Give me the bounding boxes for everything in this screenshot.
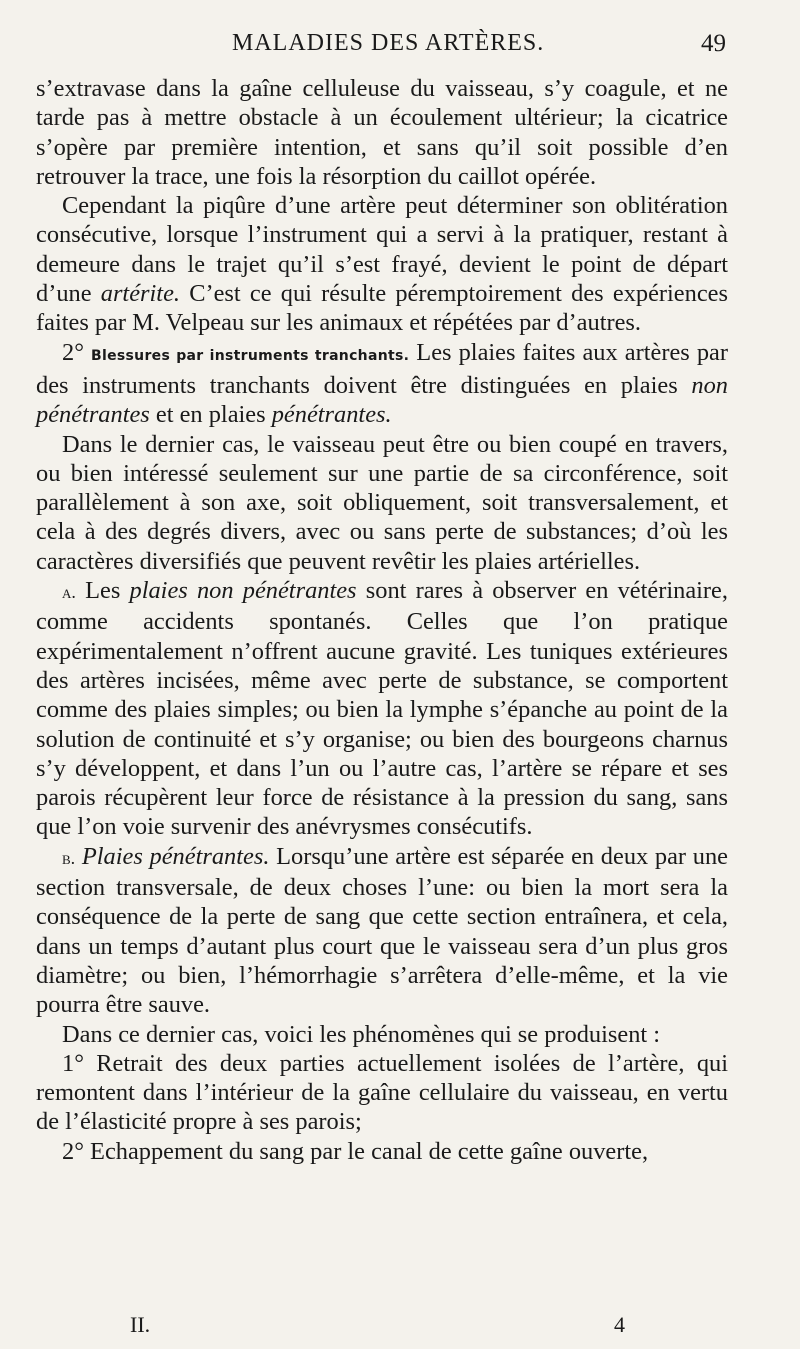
running-title: MALADIES DES ARTÈRES. <box>232 30 545 56</box>
subsection-paragraph <box>36 842 728 1020</box>
paragraph-text: 2° Echappement du sang par le canal de cette gaîne ouverte, <box>62 1137 649 1165</box>
paragraph-text: Les <box>85 577 121 605</box>
paragraph-text: Lorsqu’une artère est séparée en deux par une section transversale, de deux choses l’une: ou bien la mort sera la conséquence de la perte de sang que cette section entraînera, et cela, dans un temps d’autant plus court que le vaisseau sera d’un plus gros diamètre; ou bien, l’hémorrhagie s’arrêtera d’elle-même, et la vie pourra être sauve. <box>36 842 728 1019</box>
subsection-marker: b. <box>62 847 76 868</box>
running-header <box>0 30 800 66</box>
paragraph-text: Les plaies faites aux artères par des instruments tranchants doivent être distinguées en plaies <box>36 338 728 399</box>
paragraph-text: Dans ce dernier cas, voici les phénomènes qui se produisent : <box>62 1020 661 1048</box>
paragraph-text: sont rares à observer en vétérinaire, comme accidents spontanés. Celles que l’on pratique expérimentalement n’offrent aucune gravité. Les tuniques extérieures des artères incisées, même avec perte de substance, se comportent comme des plaies simples; ou bien la lymphe s’épanche au point de la solution de continuité et s’y organise; ou bien des bourgeons charnus s’y développent, et dans l’un ou l’autre cas, l’artère se répare et ses parois récupèrent leur force de résistance à la pression du sang, sans que l’on voie survenir des anévrysmes consécutifs. <box>36 577 728 841</box>
paragraph-text: et en plaies <box>155 401 266 429</box>
emphasis: plaies non pénétrantes <box>129 577 357 605</box>
paragraph <box>36 430 728 576</box>
page-footer <box>0 1312 800 1342</box>
paragraph <box>36 1020 728 1049</box>
section-paragraph <box>36 338 728 430</box>
paragraph-continuation <box>36 74 728 191</box>
body-text <box>36 74 728 1166</box>
section-number: 2° <box>62 338 84 366</box>
paragraph-text: Dans le dernier cas, le vaisseau peut être ou bien coupé en travers, ou bien intéressé seulement sur une partie de sa circonférence, soit parallèlement à son axe, soit obliquement, soit transversalement, et cela à des degrés divers, avec ou sans perte de substances; d’où les caractères diversifiés que peuvent revêtir les plaies artérielles. <box>36 430 728 575</box>
section-heading: Blessures par instruments tranchants. <box>91 347 410 364</box>
emphasis: non pénétrantes <box>36 371 728 429</box>
paragraph-text: s’extravase dans la gaîne celluleuse du vaisseau, s’y coagule, et ne tarde pas à mettre obstacle à un écoulement ultérieur; la cicatrice s’opère par première intention, et sans qu’il soit possible d’en retrouver la trace, une fois la résorption du caillot opérée. <box>36 75 728 190</box>
list-paragraph <box>36 1049 728 1137</box>
emphasis: pénétrantes. <box>271 401 392 429</box>
paragraph-text: Cependant la piqûre d’une artère peut déterminer son oblitération consécutive, lorsque l’instrument qui a servi à la pratiquer, restant à demeure dans le trajet qu’il s’est frayé, devient le point de départ d’une <box>36 192 728 308</box>
sheet-number: 4 <box>614 1312 625 1337</box>
signature-mark: II. <box>130 1312 151 1337</box>
paragraph-text: C’est ce qui résulte péremptoirement des expériences faites par M. Velpeau sur les animaux et répétées par d’autres. <box>36 280 728 337</box>
subsection-marker: a. <box>62 582 76 603</box>
page-number: 49 <box>701 30 726 57</box>
paragraph-text: 1° Retrait des deux parties actuellement isolées de l’artère, qui remontent dans l’intérieur de la gaîne cellulaire du vaisseau, en vertu de l’élasticité propre à ses parois; <box>36 1049 728 1136</box>
paragraph <box>36 191 728 337</box>
subsection-paragraph <box>36 576 728 842</box>
list-paragraph <box>36 1137 728 1166</box>
emphasis: artérite. <box>100 280 181 308</box>
subsection-heading: Plaies pénétrantes. <box>81 842 270 870</box>
